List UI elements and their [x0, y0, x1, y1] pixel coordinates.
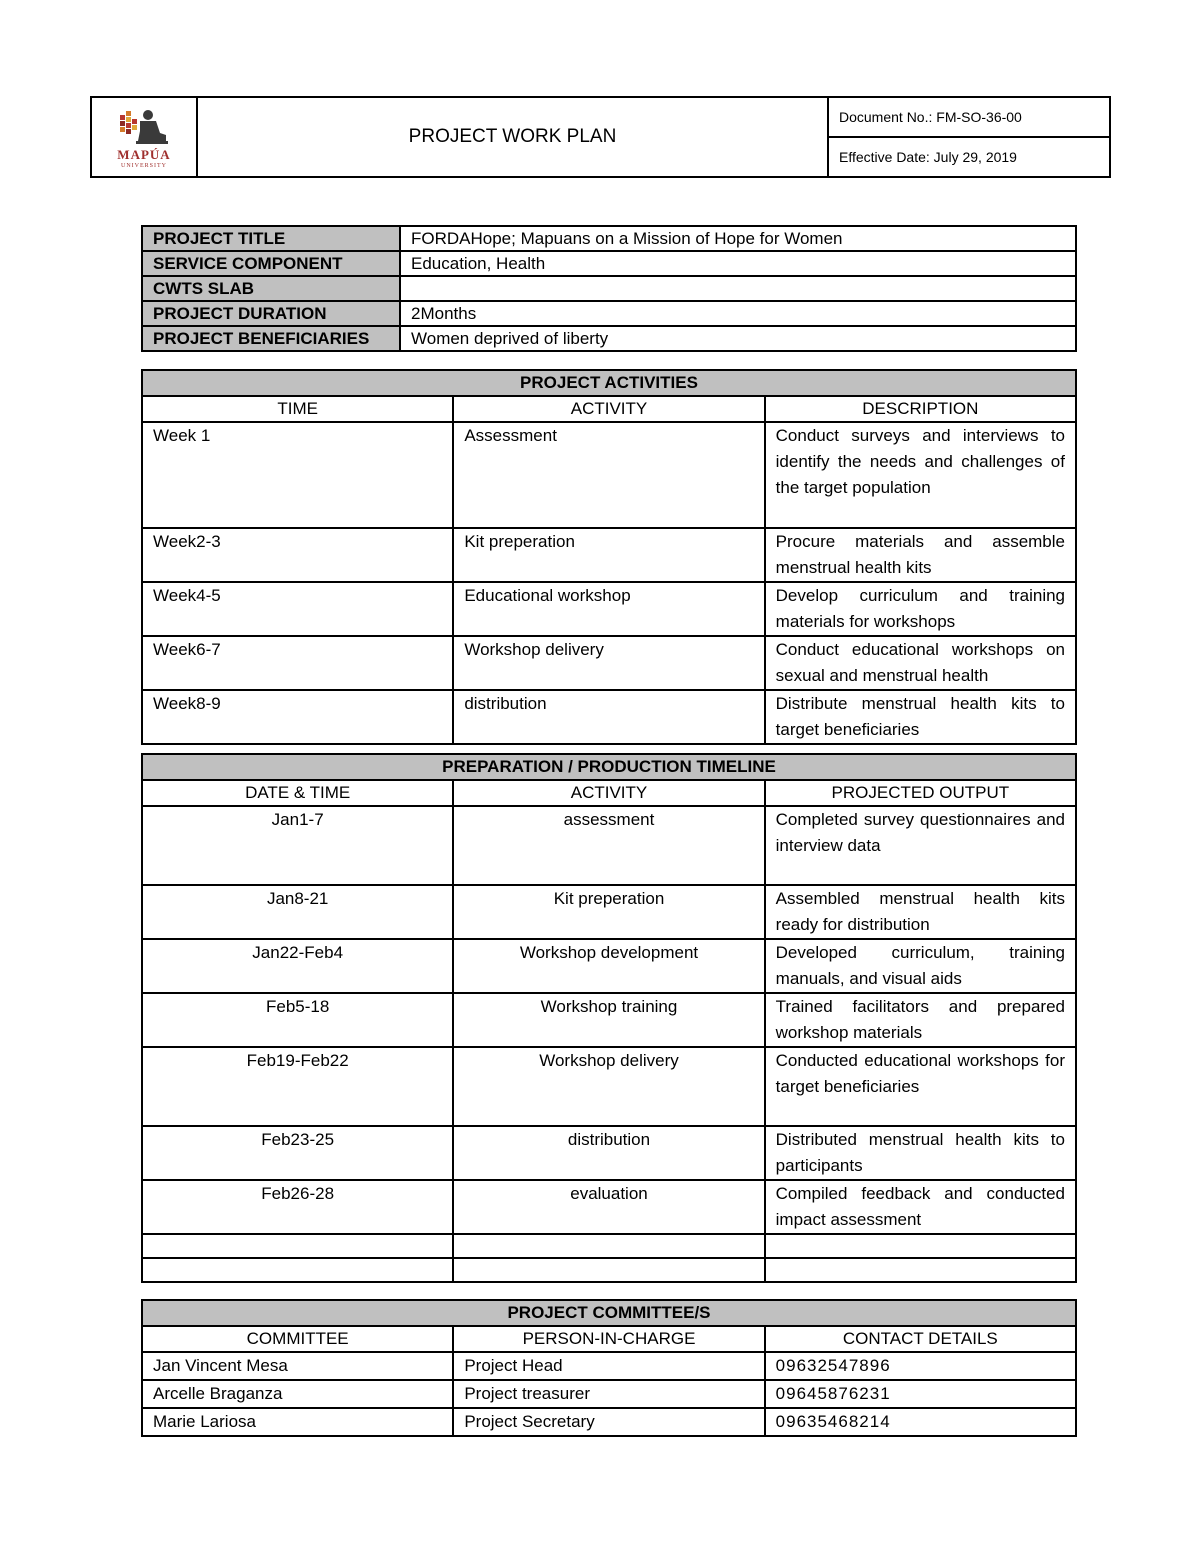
project-beneficiaries-label: PROJECT BENEFICIARIES — [142, 326, 400, 351]
table-row — [142, 1352, 1076, 1380]
date-cell: Feb26-28 — [142, 1180, 453, 1234]
contact-number: 09635468214 — [765, 1408, 1076, 1436]
time-cell: Week 1 — [142, 422, 453, 528]
column-header: ACTIVITY — [453, 396, 764, 422]
date-cell: Feb19-Feb22 — [142, 1047, 453, 1126]
contact-number: 09632547896 — [765, 1352, 1076, 1380]
output-cell: Assembled menstrual health kits ready for distribution — [765, 885, 1076, 939]
table-row — [142, 1408, 1076, 1436]
table-row — [142, 1380, 1076, 1408]
column-header: CONTACT DETAILS — [765, 1326, 1076, 1352]
table-row — [142, 251, 1076, 276]
committee-member-name: Marie Lariosa — [142, 1408, 453, 1436]
time-cell: Week2-3 — [142, 528, 453, 582]
project-title-value: FORDAHope; Mapuans on a Mission of Hope for Women — [400, 226, 1076, 251]
date-cell: Feb23-25 — [142, 1126, 453, 1180]
project-beneficiaries-value: Women deprived of liberty — [400, 326, 1076, 351]
empty-cell — [453, 1234, 764, 1258]
table-row — [142, 636, 1076, 690]
table-row — [142, 1047, 1076, 1126]
column-header: DESCRIPTION — [765, 396, 1076, 422]
project-info-table — [141, 225, 1077, 352]
description-cell: Distribute menstrual health kits to target beneficiaries — [765, 690, 1076, 744]
table-row — [142, 1126, 1076, 1180]
column-header: PROJECTED OUTPUT — [765, 780, 1076, 806]
logo-subtext: UNIVERSITY — [121, 163, 167, 169]
document-title: PROJECT WORK PLAN — [198, 98, 829, 176]
table-row — [142, 1180, 1076, 1234]
table-row — [142, 806, 1076, 885]
person-in-charge-role: Project Head — [453, 1352, 764, 1380]
activity-cell: assessment — [453, 806, 764, 885]
section-title: PREPARATION / PRODUCTION TIMELINE — [142, 754, 1076, 780]
table-row — [142, 1258, 1076, 1282]
description-cell: Procure materials and assemble menstrual health kits — [765, 528, 1076, 582]
date-cell: Jan8-21 — [142, 885, 453, 939]
logo-emblem-icon — [114, 105, 174, 147]
empty-cell — [765, 1234, 1076, 1258]
column-header: COMMITTEE — [142, 1326, 453, 1352]
committee-member-name: Jan Vincent Mesa — [142, 1352, 453, 1380]
output-cell: Compiled feedback and conducted impact assessment — [765, 1180, 1076, 1234]
activity-cell: evaluation — [453, 1180, 764, 1234]
university-logo — [92, 98, 198, 176]
logo-text: MAPÚA — [117, 147, 171, 162]
empty-cell — [453, 1258, 764, 1282]
activity-cell: distribution — [453, 690, 764, 744]
activity-cell: Workshop delivery — [453, 636, 764, 690]
time-cell: Week6-7 — [142, 636, 453, 690]
table-row — [142, 226, 1076, 251]
activity-cell: Assessment — [453, 422, 764, 528]
description-cell: Develop curriculum and training materials for workshops — [765, 582, 1076, 636]
activity-cell: Workshop development — [453, 939, 764, 993]
project-activities-table — [141, 369, 1077, 745]
table-row — [142, 939, 1076, 993]
table-row — [142, 301, 1076, 326]
contact-number: 09645876231 — [765, 1380, 1076, 1408]
person-in-charge-role: Project Secretary — [453, 1408, 764, 1436]
project-title-label: PROJECT TITLE — [142, 226, 400, 251]
column-header: DATE & TIME — [142, 780, 453, 806]
activity-cell: Workshop training — [453, 993, 764, 1047]
activity-cell: Educational workshop — [453, 582, 764, 636]
table-row — [142, 276, 1076, 301]
output-cell: Distributed menstrual health kits to participants — [765, 1126, 1076, 1180]
date-cell: Feb5-18 — [142, 993, 453, 1047]
empty-cell — [142, 1258, 453, 1282]
document-number: Document No.: FM-SO-36-00 — [829, 98, 1109, 138]
committee-member-name: Arcelle Braganza — [142, 1380, 453, 1408]
output-cell: Trained facilitators and prepared workshop materials — [765, 993, 1076, 1047]
time-cell: Week8-9 — [142, 690, 453, 744]
table-row — [142, 1234, 1076, 1258]
section-title: PROJECT ACTIVITIES — [142, 370, 1076, 396]
column-header: ACTIVITY — [453, 780, 764, 806]
table-row — [142, 528, 1076, 582]
service-component-label: SERVICE COMPONENT — [142, 251, 400, 276]
empty-cell — [765, 1258, 1076, 1282]
effective-date: Effective Date: July 29, 2019 — [839, 149, 1017, 165]
date-cell: Jan1-7 — [142, 806, 453, 885]
section-title: PROJECT COMMITTEE/S — [142, 1300, 1076, 1326]
project-duration-label: PROJECT DURATION — [142, 301, 400, 326]
empty-cell — [142, 1234, 453, 1258]
date-cell: Jan22-Feb4 — [142, 939, 453, 993]
table-row — [142, 326, 1076, 351]
output-cell: Conducted educational workshops for target beneficiaries — [765, 1047, 1076, 1126]
table-row — [142, 885, 1076, 939]
column-header: TIME — [142, 396, 453, 422]
person-in-charge-role: Project treasurer — [453, 1380, 764, 1408]
time-cell: Week4-5 — [142, 582, 453, 636]
cwts-slab-label: CWTS SLAB — [142, 276, 400, 301]
output-cell: Developed curriculum, training manuals, and visual aids — [765, 939, 1076, 993]
activity-cell: Workshop delivery — [453, 1047, 764, 1126]
activity-cell: distribution — [453, 1126, 764, 1180]
table-row — [142, 422, 1076, 528]
table-row — [142, 690, 1076, 744]
activity-cell: Kit preperation — [453, 528, 764, 582]
document-header — [90, 96, 1111, 178]
project-committee-table — [141, 1299, 1077, 1437]
description-cell: Conduct educational workshops on sexual and menstrual health — [765, 636, 1076, 690]
table-row — [142, 582, 1076, 636]
project-duration-value: 2Months — [400, 301, 1076, 326]
cwts-slab-value — [400, 276, 1076, 301]
service-component-value: Education, Health — [400, 251, 1076, 276]
document-meta — [829, 98, 1109, 176]
description-cell: Conduct surveys and interviews to identify the needs and challenges of the target population — [765, 422, 1076, 528]
column-header: PERSON-IN-CHARGE — [453, 1326, 764, 1352]
output-cell: Completed survey questionnaires and interview data — [765, 806, 1076, 885]
activity-cell: Kit preperation — [453, 885, 764, 939]
table-row — [142, 993, 1076, 1047]
production-timeline-table — [141, 753, 1077, 1283]
